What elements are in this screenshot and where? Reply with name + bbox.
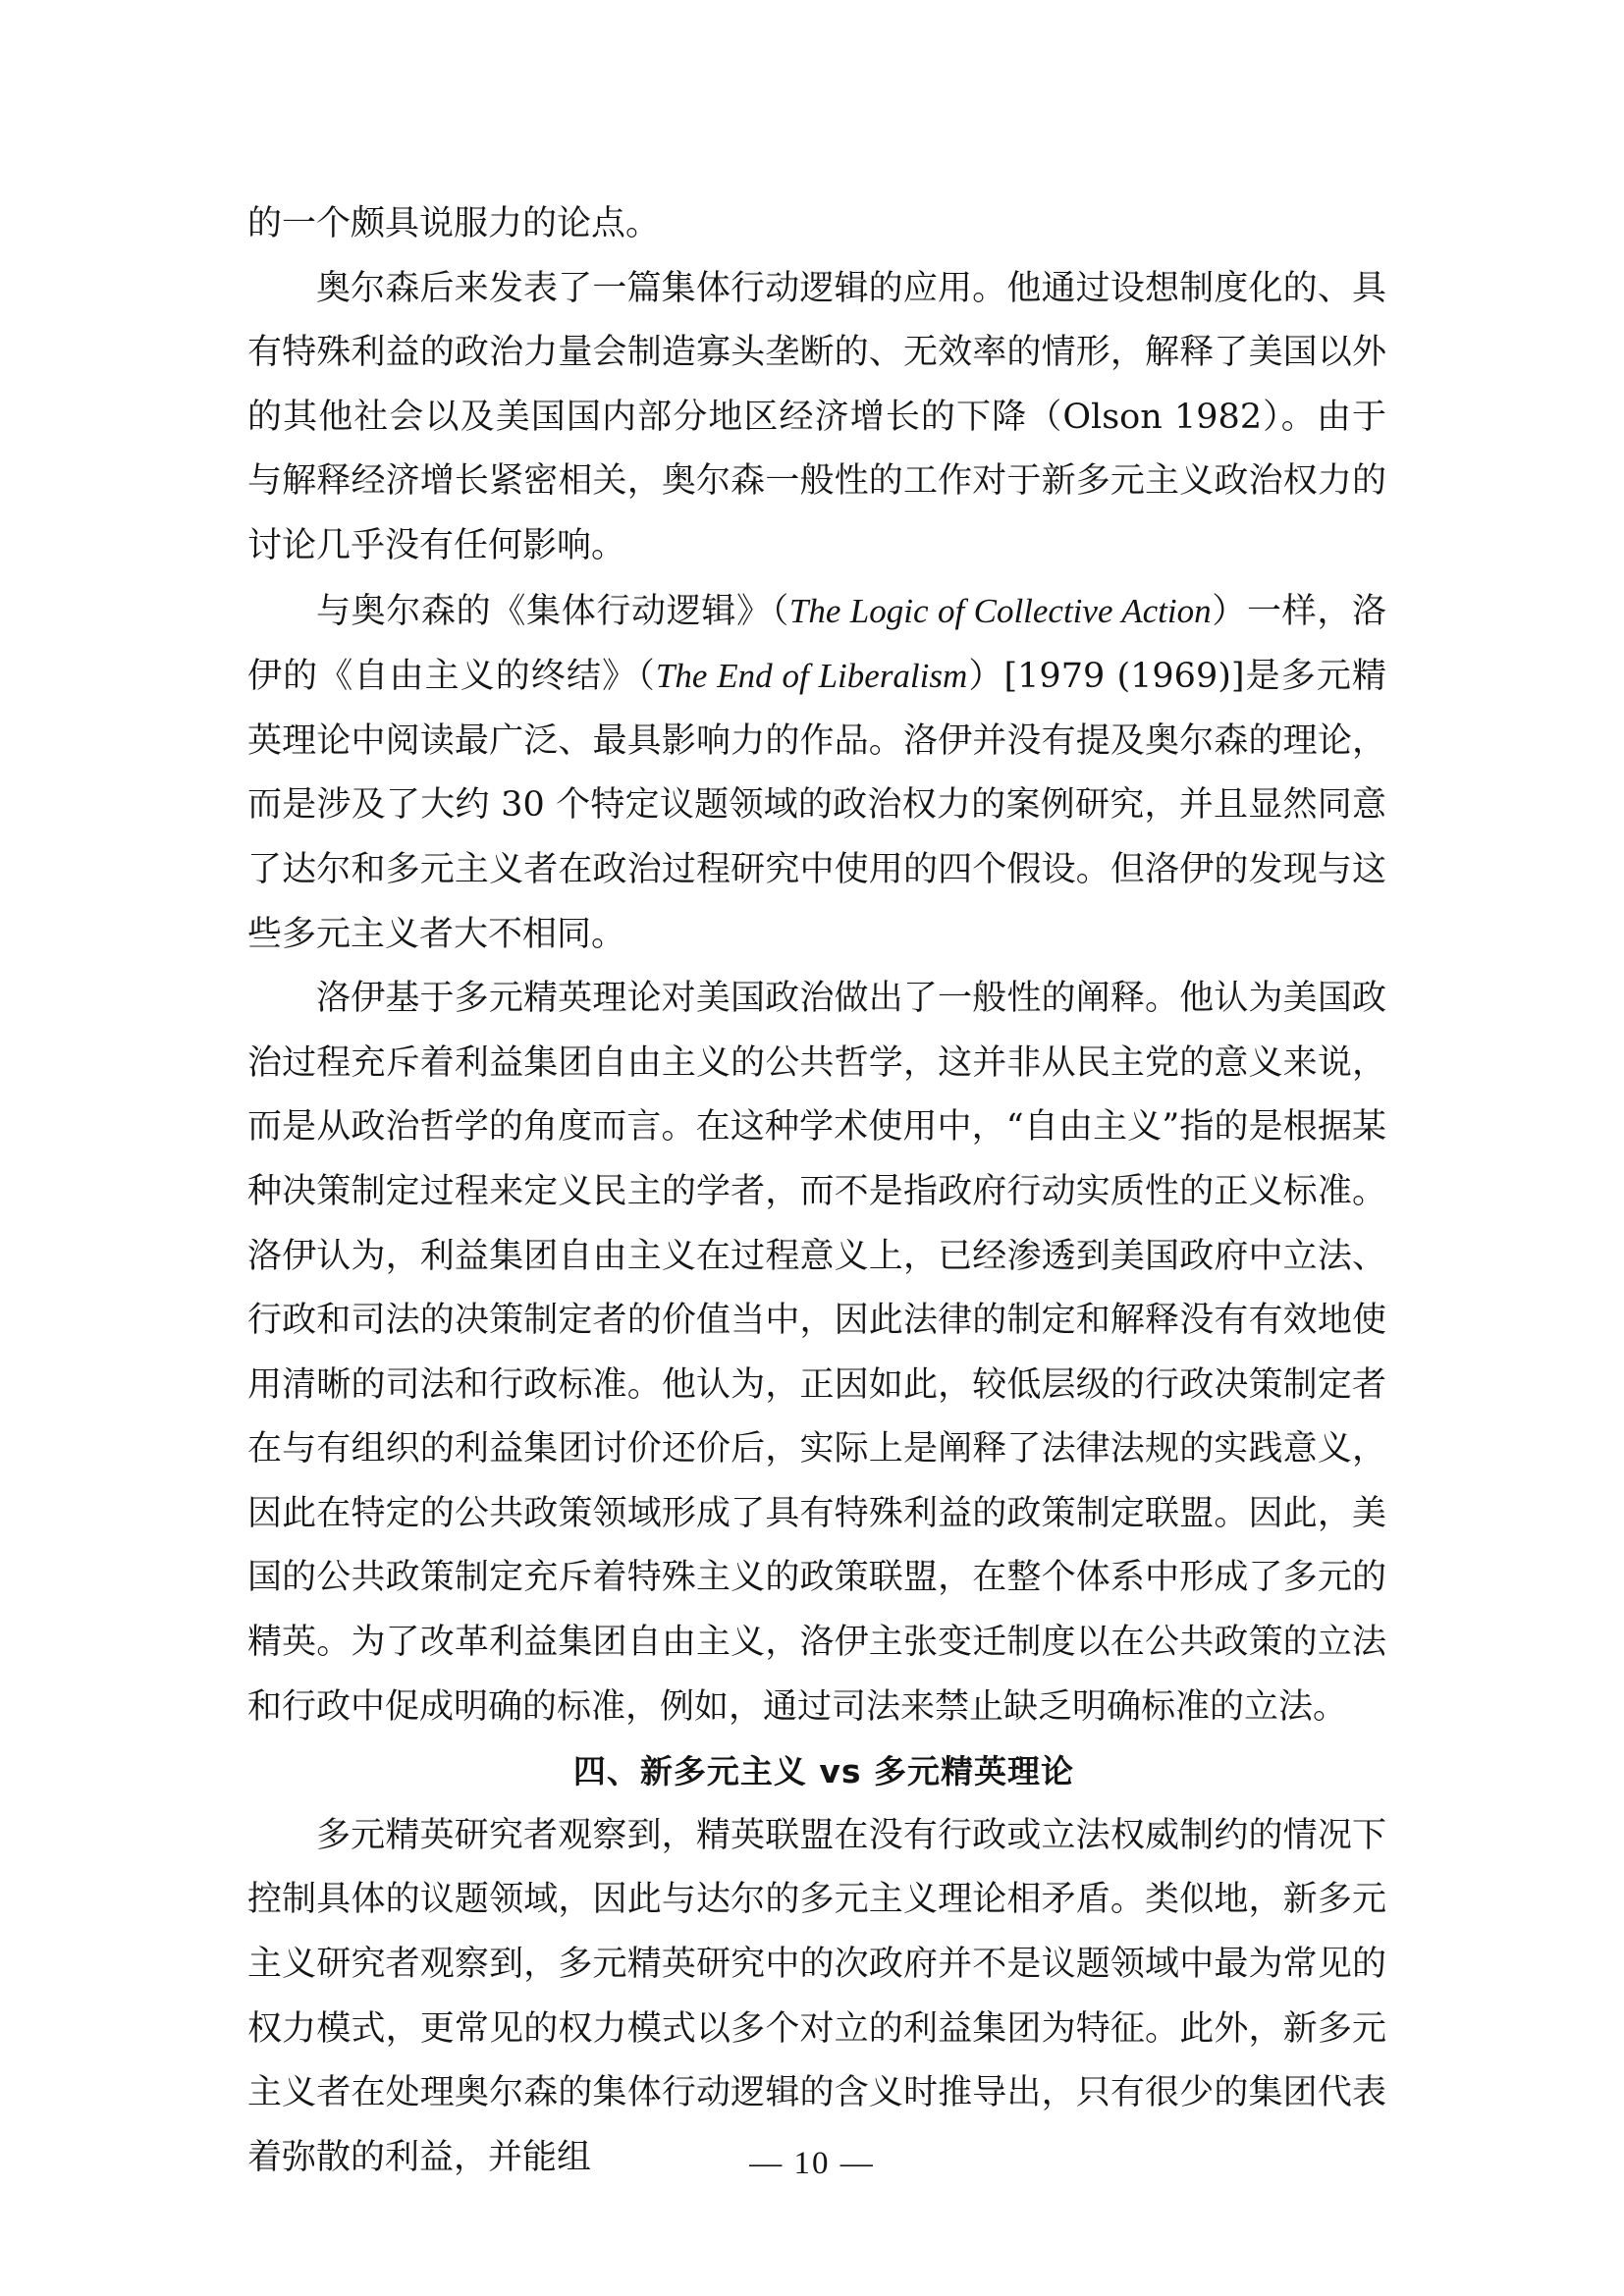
section-heading: 四、新多元主义 vs 多元精英理论 xyxy=(572,1752,1075,1791)
text-segment: 与奥尔森的《集体行动逻辑》（ xyxy=(316,591,789,631)
text-segment: ）一样，洛伊的《自由主义的终结》（ xyxy=(247,591,1386,697)
paragraph-neopluralism-vs-plural-elite: 多元精英研究者观察到，精英联盟在没有行政或立法权威制约的情况下控制具体的议题领域，因此与达尔的多元主义理论相矛盾。类似地，新多元主义研究者观察到，多元精英研究中的次政府并不是议题领域中最为常见的权力模式，更常见的权力模式以多个对立的利益集团为特征。此外，新多元主义者在处理奥尔森的集体行动逻辑的含义时推导出，只有很少的集团代表着弥散的利益，并能组 xyxy=(247,1815,1386,2177)
book-title-end-of-liberalism: The End of Liberalism xyxy=(655,657,968,696)
page-number: — 10 — xyxy=(749,2146,875,2181)
text-segment: ）[1979 (1969)]是多元精英理论中阅读最广泛、最具影响力的作品。洛伊并没有提及奥尔森的理论，而是涉及了大约 30 个特定议题领域的政治权力的案例研究，并且显然同意了达尔和多元主义者在政治过程研究中使用的四个假设。但洛伊的发现与这些多元主义者大不相同。 xyxy=(247,657,1386,954)
paragraph-continuation: 的一个颇具说服力的论点。 xyxy=(247,204,661,243)
paragraph-olson-application: 奥尔森后来发表了一篇集体行动逻辑的应用。他通过设想制度化的、具有特殊利益的政治力量会制造寡头垄断的、无效率的情形，解释了美国以外的其他社会以及美国国内部分地区经济增长的下降（Olson 1982）。由于与解释经济增长紧密相关，奥尔森一般性的工作对于新多元主义政治权力的讨论几乎没有任何影响。 xyxy=(247,268,1386,565)
page-body xyxy=(247,192,1386,2190)
book-title-logic-of-collective-action: The Logic of Collective Action xyxy=(788,591,1212,630)
paragraph-interest-group-liberalism: 洛伊基于多元精英理论对美国政治做出了一般性的阐释。他认为美国政治过程充斥着利益集团自由主义的公共哲学，这并非从民主党的意义来说，而是从政治哲学的角度而言。在这种学术使用中，“自由主义”指的是根据某种决策制定过程来定义民主的学者，而不是指政府行动实质性的正义标准。洛伊认为，利益集团自由主义在过程意义上，已经渗透到美国政府中立法、行政和司法的决策制定者的价值当中，因此法律的制定和解释没有有效地使用清晰的司法和行政标准。他认为，正因如此，较低层级的行政决策制定者在与有组织的利益集团讨价还价后，实际上是阐释了法律法规的实践意义，因此在特定的公共政策领域形成了具有特殊利益的政策制定联盟。因此，美国的公共政策制定充斥着特殊主义的政策联盟，在整个体系中形成了多元的精英。为了改革利益集团自由主义，洛伊主张变迁制度以在公共政策的立法和行政中促成明确的标准，例如，通过司法来禁止缺乏明确标准的立法。 xyxy=(247,979,1386,1727)
paragraph-lowi-end-of-liberalism xyxy=(247,579,1386,968)
